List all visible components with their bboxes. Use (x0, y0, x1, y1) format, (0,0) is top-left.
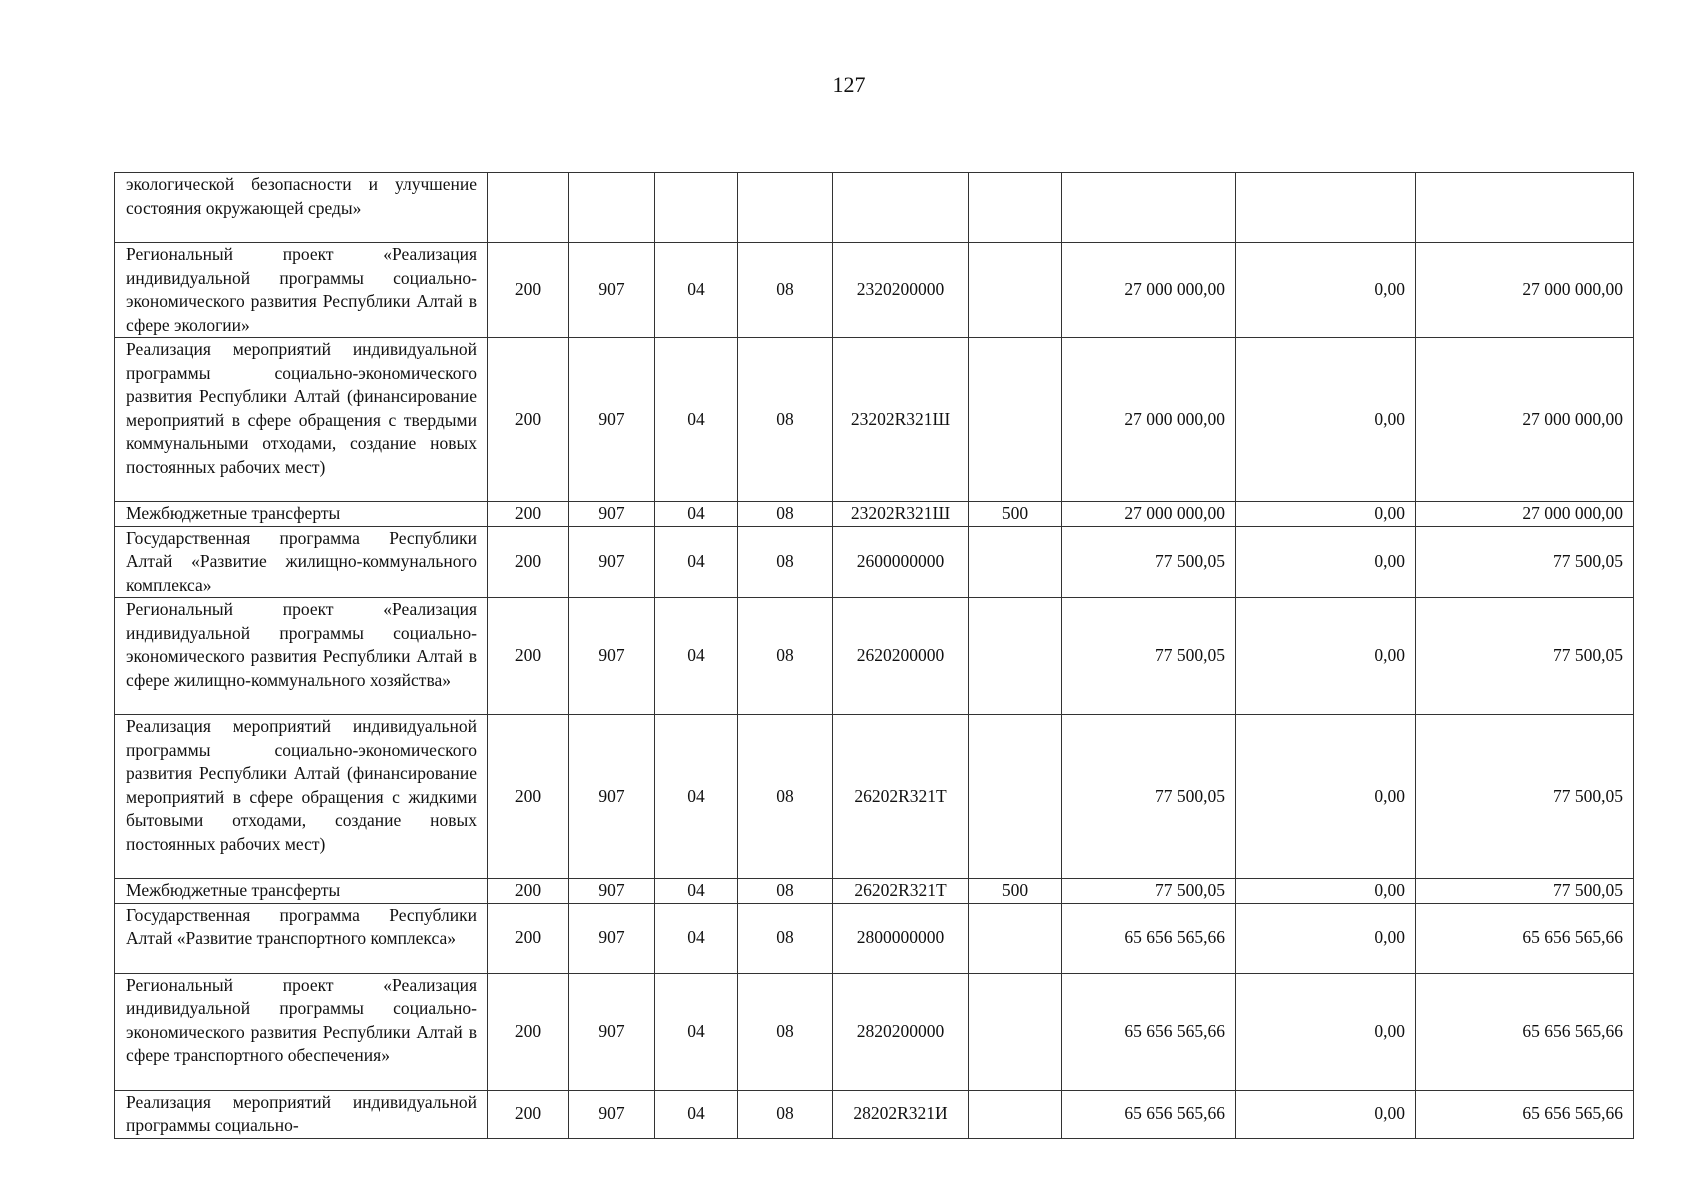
target-article-cell: 23202R321Ш (833, 502, 969, 527)
ministry-code-cell (569, 173, 655, 243)
expense-type-cell (969, 1090, 1062, 1138)
expense-type-cell (969, 243, 1062, 338)
amount-3-cell: 65 656 565,66 (1416, 903, 1634, 973)
ministry-code-cell: 907 (569, 903, 655, 973)
target-article-cell: 23202R321Ш (833, 338, 969, 502)
ministry-code-cell: 907 (569, 243, 655, 338)
subsection-code-cell (738, 173, 833, 243)
target-article-cell (833, 173, 969, 243)
amount-3-cell: 77 500,05 (1416, 715, 1634, 879)
expense-type-cell: 500 (969, 879, 1062, 904)
table-row (115, 526, 1634, 598)
target-article-cell: 2600000000 (833, 526, 969, 598)
expense-type-cell (969, 715, 1062, 879)
admin-code-cell: 200 (488, 879, 569, 904)
amount-2-cell: 0,00 (1236, 879, 1416, 904)
amount-2-cell: 0,00 (1236, 973, 1416, 1090)
budget-table-body (115, 173, 1634, 1139)
amount-1-cell: 77 500,05 (1062, 879, 1236, 904)
ministry-code-cell: 907 (569, 973, 655, 1090)
expense-type-cell (969, 973, 1062, 1090)
target-article-cell: 2620200000 (833, 598, 969, 715)
section-code-cell: 04 (655, 598, 738, 715)
amount-3-cell: 77 500,05 (1416, 879, 1634, 904)
target-article-cell: 2800000000 (833, 903, 969, 973)
admin-code-cell: 200 (488, 502, 569, 527)
amount-1-cell: 27 000 000,00 (1062, 243, 1236, 338)
ministry-code-cell: 907 (569, 1090, 655, 1138)
subsection-code-cell: 08 (738, 973, 833, 1090)
amount-2-cell: 0,00 (1236, 338, 1416, 502)
row-description: Государственная программа Республики Алтай «Развитие транспортного комплекса» (115, 903, 488, 973)
amount-1-cell: 77 500,05 (1062, 715, 1236, 879)
table-row (115, 598, 1634, 715)
amount-3-cell: 27 000 000,00 (1416, 338, 1634, 502)
section-code-cell: 04 (655, 338, 738, 502)
subsection-code-cell: 08 (738, 1090, 833, 1138)
section-code-cell: 04 (655, 1090, 738, 1138)
target-article-cell: 2820200000 (833, 973, 969, 1090)
row-description: экологической безопасности и улучшение состояния окружающей среды» (115, 173, 488, 243)
budget-table (114, 172, 1634, 1139)
amount-1-cell: 27 000 000,00 (1062, 502, 1236, 527)
row-description: Реализация мероприятий индивидуальной программы социально-экономического развития Республики Алтай (финансирование мероприятий в сфере обращения с твердыми коммунальными отходами, создание новых постоянных рабочих мест) (115, 338, 488, 502)
section-code-cell: 04 (655, 879, 738, 904)
ministry-code-cell: 907 (569, 526, 655, 598)
subsection-code-cell: 08 (738, 338, 833, 502)
subsection-code-cell: 08 (738, 598, 833, 715)
amount-3-cell: 65 656 565,66 (1416, 973, 1634, 1090)
target-article-cell: 28202R321И (833, 1090, 969, 1138)
expense-type-cell (969, 903, 1062, 973)
amount-2-cell: 0,00 (1236, 1090, 1416, 1138)
amount-2-cell: 0,00 (1236, 715, 1416, 879)
row-description: Региональный проект «Реализация индивидуальной программы социально-экономического развития Республики Алтай в сфере экологии» (115, 243, 488, 338)
section-code-cell (655, 173, 738, 243)
admin-code-cell: 200 (488, 338, 569, 502)
row-description: Региональный проект «Реализация индивидуальной программы социально-экономического развития Республики Алтай в сфере транспортного обеспечения» (115, 973, 488, 1090)
admin-code-cell: 200 (488, 973, 569, 1090)
table-row (115, 715, 1634, 879)
admin-code-cell: 200 (488, 598, 569, 715)
admin-code-cell: 200 (488, 526, 569, 598)
admin-code-cell: 200 (488, 243, 569, 338)
amount-3-cell: 27 000 000,00 (1416, 502, 1634, 527)
amount-3-cell: 65 656 565,66 (1416, 1090, 1634, 1138)
ministry-code-cell: 907 (569, 598, 655, 715)
amount-3-cell (1416, 173, 1634, 243)
table-row (115, 879, 1634, 904)
table-row (115, 973, 1634, 1090)
amount-3-cell: 77 500,05 (1416, 598, 1634, 715)
amount-1-cell: 77 500,05 (1062, 598, 1236, 715)
row-description: Межбюджетные трансферты (115, 502, 488, 527)
amount-2-cell: 0,00 (1236, 598, 1416, 715)
expense-type-cell (969, 173, 1062, 243)
admin-code-cell: 200 (488, 715, 569, 879)
ministry-code-cell: 907 (569, 715, 655, 879)
subsection-code-cell: 08 (738, 502, 833, 527)
amount-3-cell: 77 500,05 (1416, 526, 1634, 598)
subsection-code-cell: 08 (738, 526, 833, 598)
amount-2-cell: 0,00 (1236, 243, 1416, 338)
admin-code-cell (488, 173, 569, 243)
section-code-cell: 04 (655, 502, 738, 527)
row-description: Реализация мероприятий индивидуальной программы социально-экономического развития Республики Алтай (финансирование мероприятий в сфере обращения с жидкими бытовыми отходами, создание новых постоянных рабочих мест) (115, 715, 488, 879)
amount-2-cell: 0,00 (1236, 526, 1416, 598)
target-article-cell: 26202R321Т (833, 879, 969, 904)
expense-type-cell (969, 338, 1062, 502)
amount-1-cell: 77 500,05 (1062, 526, 1236, 598)
section-code-cell: 04 (655, 973, 738, 1090)
subsection-code-cell: 08 (738, 903, 833, 973)
amount-1-cell: 65 656 565,66 (1062, 973, 1236, 1090)
amount-2-cell: 0,00 (1236, 502, 1416, 527)
expense-type-cell: 500 (969, 502, 1062, 527)
row-description: Региональный проект «Реализация индивидуальной программы социально-экономического развития Республики Алтай в сфере жилищно-коммунального хозяйства» (115, 598, 488, 715)
section-code-cell: 04 (655, 903, 738, 973)
table-row (115, 243, 1634, 338)
subsection-code-cell: 08 (738, 243, 833, 338)
admin-code-cell: 200 (488, 1090, 569, 1138)
ministry-code-cell: 907 (569, 879, 655, 904)
subsection-code-cell: 08 (738, 715, 833, 879)
admin-code-cell: 200 (488, 903, 569, 973)
amount-2-cell (1236, 173, 1416, 243)
table-row (115, 1090, 1634, 1138)
table-row (115, 502, 1634, 527)
section-code-cell: 04 (655, 526, 738, 598)
row-description: Межбюджетные трансферты (115, 879, 488, 904)
page-number: 127 (832, 72, 866, 97)
amount-1-cell: 27 000 000,00 (1062, 338, 1236, 502)
ministry-code-cell: 907 (569, 338, 655, 502)
table-row (115, 903, 1634, 973)
expense-type-cell (969, 598, 1062, 715)
amount-3-cell: 27 000 000,00 (1416, 243, 1634, 338)
subsection-code-cell: 08 (738, 879, 833, 904)
section-code-cell: 04 (655, 715, 738, 879)
table-row (115, 173, 1634, 243)
section-code-cell: 04 (655, 243, 738, 338)
amount-2-cell: 0,00 (1236, 903, 1416, 973)
target-article-cell: 2320200000 (833, 243, 969, 338)
amount-1-cell (1062, 173, 1236, 243)
amount-1-cell: 65 656 565,66 (1062, 903, 1236, 973)
row-description: Государственная программа Республики Алтай «Развитие жилищно-коммунального комплекса» (115, 526, 488, 598)
row-description: Реализация мероприятий индивидуальной программы социально- (115, 1090, 488, 1138)
table-row (115, 338, 1634, 502)
ministry-code-cell: 907 (569, 502, 655, 527)
target-article-cell: 26202R321Т (833, 715, 969, 879)
amount-1-cell: 65 656 565,66 (1062, 1090, 1236, 1138)
expense-type-cell (969, 526, 1062, 598)
